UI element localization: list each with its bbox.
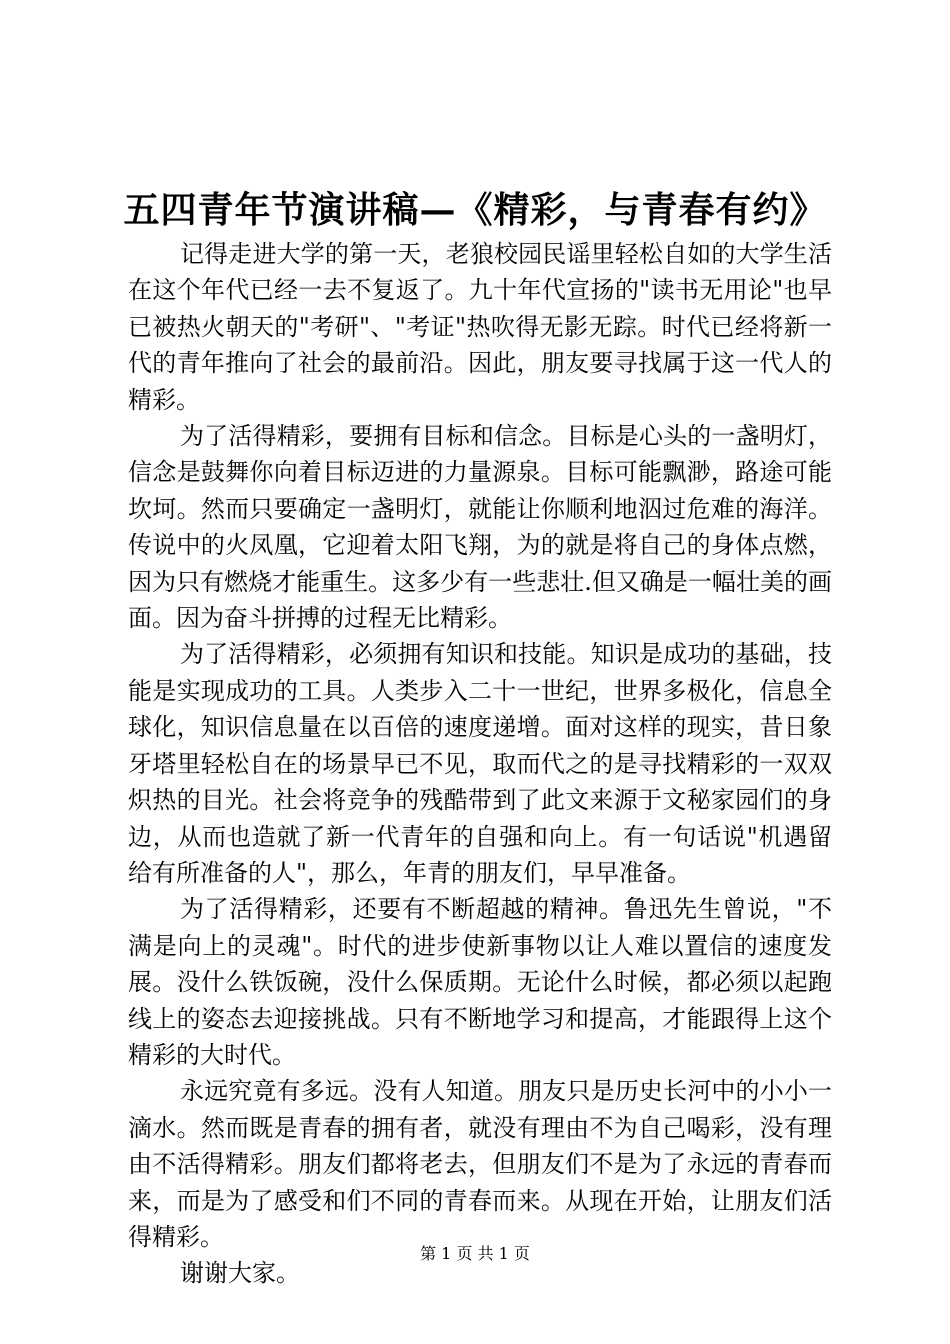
document-body	[128, 236, 832, 1292]
paragraph-2: 为了活得精彩，要拥有目标和信念。目标是心头的一盏明灯，信念是鼓舞你向着目标迈进的力量源泉。目标可能飘渺，路途可能坎坷。然而只要确定一盏明灯，就能让你顺利地泅过危难的海洋。传说中的火凤凰，它迎着太阳飞翔，为的就是将自己的身体点燃，因为只有燃烧才能重生。这多少有一些悲壮.但又确是一幅壮美的画面。因为奋斗拼搏的过程无比精彩。	[128, 422, 832, 633]
document-title: 五四青年节演讲稿—《精彩，与青春有约》	[123, 189, 827, 231]
paragraph-5: 永远究竟有多远。没有人知道。朋友只是历史长河中的小小一滴水。然而既是青春的拥有者，就没有理由不为自己喝彩，没有理由不活得精彩。朋友们都将老去，但朋友们不是为了永远的青春而来，而是为了感受和们不同的青春而来。从现在开始，让朋友们活得精彩。	[128, 1077, 832, 1251]
paragraph-4: 为了活得精彩，还要有不断超越的精神。鲁迅先生曾说，"不满是向上的灵魂"。时代的进步使新事物以让人难以置信的速度发展。没什么铁饭碗，没什么保质期。无论什么时候，都必须以起跑线上的姿态去迎接挑战。只有不断地学习和提高，才能跟得上这个精彩的大时代。	[128, 895, 832, 1069]
page-footer: 第 1 页 共 1 页	[420, 1244, 530, 1263]
paragraph-closing: 谢谢大家。	[180, 1259, 300, 1288]
paragraph-3: 为了活得精彩，必须拥有知识和技能。知识是成功的基础，技能是实现成功的工具。人类步入二十一世纪，世界多极化，信息全球化，知识信息量在以百倍的速度递增。面对这样的现实，昔日象牙塔里轻松自在的场景早已不见，取而代之的是寻找精彩的一双双炽热的目光。社会将竞争的残酷带到了此文来源于文秘家园们的身边，从而也造就了新一代青年的自强和向上。有一句话说"机遇留给有所准备的人"，那么，年青的朋友们，早早准备。	[128, 640, 832, 887]
paragraph-1: 记得走进大学的第一天，老狼校园民谣里轻松自如的大学生活在这个年代已经一去不复返了。九十年代宣扬的"读书无用论"也早已被热火朝天的"考研"、"考证"热吹得无影无踪。时代已经将新一代的青年推向了社会的最前沿。因此，朋友要寻找属于这一代人的精彩。	[128, 240, 832, 414]
